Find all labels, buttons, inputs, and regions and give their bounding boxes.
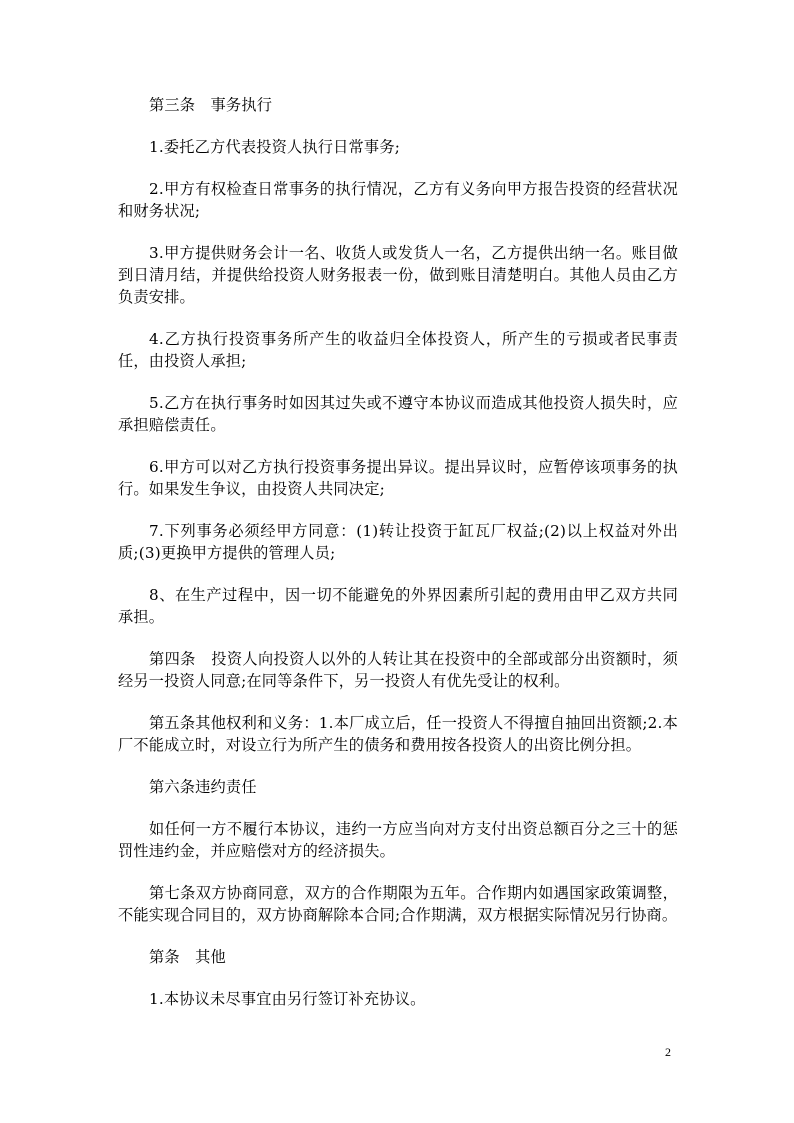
article-3-clause-1: 1.委托乙方代表投资人执行日常事务; bbox=[149, 138, 401, 156]
article-4: 第四条 投资人向投资人以外的人转让其在投资中的全部或部分出资额时，须经另一投资人同意;在同等条件下，另一投资人有优先受让的权利。 bbox=[118, 650, 678, 690]
article-3-heading: 第三条 事务执行 bbox=[149, 96, 273, 114]
page-number: 2 bbox=[665, 1045, 671, 1059]
article-3-clause-3: 3.甲方提供财务会计一名、收货人或发货人一名，乙方提供出纳一名。账目做到日清月结，并提供给投资人财务报表一份，做到账目清楚明白。其他人员由乙方负责安排。 bbox=[118, 244, 678, 306]
article-5: 第五条其他权利和义务：1.本厂成立后，任一投资人不得擅自抽回出资额;2.本厂不能成立时，对设立行为所产生的债务和费用按各投资人的出资比例分担。 bbox=[118, 714, 678, 754]
article-7: 第七条双方协商同意，双方的合作期限为五年。合作期内如遇国家政策调整，不能实现合同目的，双方协商解除本合同;合作期满，双方根据实际情况另行协商。 bbox=[118, 884, 678, 924]
article-6-heading: 第六条违约责任 bbox=[149, 778, 257, 796]
article-3-clause-6: 6.甲方可以对乙方执行投资事务提出异议。提出异议时，应暂停该项事务的执行。如果发生争议，由投资人共同决定; bbox=[118, 458, 678, 498]
document-body bbox=[118, 94, 678, 1030]
article-3-clause-4: 4.乙方执行投资事务所产生的收益归全体投资人，所产生的亏损或者民事责任，由投资人承担; bbox=[118, 330, 678, 370]
article-3-clause-2: 2.甲方有权检查日常事务的执行情况，乙方有义务向甲方报告投资的经营状况和财务状况; bbox=[118, 180, 678, 220]
article-3-clause-8: 8、在生产过程中，因一切不能避免的外界因素所引起的费用由甲乙双方共同承担。 bbox=[118, 586, 678, 626]
article-3-clause-7: 7.下列事务必须经甲方同意：(1)转让投资于缸瓦厂权益;(2)以上权益对外出质;(3)更换甲方提供的管理人员; bbox=[118, 522, 678, 562]
article-other-heading: 第条 其他 bbox=[149, 948, 226, 966]
article-3-clause-5: 5.乙方在执行事务时如因其过失或不遵守本协议而造成其他投资人损失时，应承担赔偿责任。 bbox=[118, 394, 678, 434]
article-other-clause-1: 1.本协议未尽事宜由另行签订补充协议。 bbox=[149, 990, 426, 1008]
article-6-body: 如任何一方不履行本协议，违约一方应当向对方支付出资总额百分之三十的惩罚性违约金，并应赔偿对方的经济损失。 bbox=[118, 820, 678, 860]
